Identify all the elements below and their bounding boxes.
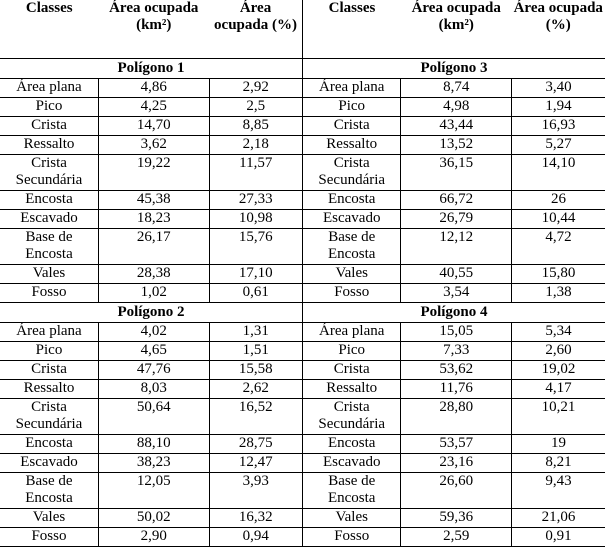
table-row [0, 79, 605, 98]
header-left-classes: Classes [25, 0, 73, 16]
section-title-right: Polígono 3 [302, 59, 605, 79]
class-cell: Encosta [302, 435, 400, 454]
class-cell: Área plana [302, 79, 400, 98]
table-row [0, 509, 605, 528]
percent-cell: 1,31 [209, 323, 302, 342]
area-cell: 47,76 [98, 361, 209, 380]
table-row [0, 399, 605, 435]
area-cell: 66,72 [401, 191, 512, 210]
class-cell: Ressalto [0, 380, 98, 399]
table-row [0, 191, 605, 210]
percent-cell: 9,43 [512, 473, 605, 509]
area-cell: 19,22 [98, 155, 209, 191]
table-row [0, 98, 605, 117]
class-cell: Ressalto [302, 380, 400, 399]
table-row [0, 323, 605, 342]
area-cell: 23,16 [401, 454, 512, 473]
class-cell: Crista [0, 117, 98, 136]
class-cell: Crista [302, 361, 400, 380]
class-cell: Base de Encosta [302, 229, 400, 265]
area-cell: 13,52 [401, 136, 512, 155]
table-row [0, 435, 605, 454]
area-cell: 40,55 [401, 265, 512, 284]
percent-cell: 15,76 [209, 229, 302, 265]
table-row [0, 473, 605, 509]
percent-cell: 16,32 [209, 509, 302, 528]
area-cell: 4,98 [401, 98, 512, 117]
area-cell: 26,17 [98, 229, 209, 265]
section-title-left: Polígono 1 [0, 59, 302, 79]
area-cell: 12,05 [98, 473, 209, 509]
header-left-pct: Área ocupada (%) [209, 0, 302, 59]
area-cell: 26,79 [401, 210, 512, 229]
class-cell: Escavado [0, 454, 98, 473]
percent-cell: 17,10 [209, 265, 302, 284]
class-cell: Pico [0, 342, 98, 361]
class-cell: Crista Secundária [302, 399, 400, 435]
percent-cell: 8,85 [209, 117, 302, 136]
class-cell: Crista Secundária [302, 155, 400, 191]
percent-cell: 28,75 [209, 435, 302, 454]
class-cell: Ressalto [0, 136, 98, 155]
area-cell: 28,80 [401, 399, 512, 435]
class-cell: Crista Secundária [0, 399, 98, 435]
area-cell: 11,76 [401, 380, 512, 399]
table-row [0, 361, 605, 380]
area-cell: 28,38 [98, 265, 209, 284]
percent-cell: 2,92 [209, 79, 302, 98]
table-row [0, 136, 605, 155]
area-cell: 4,25 [98, 98, 209, 117]
class-cell: Área plana [0, 79, 98, 98]
percent-cell: 26 [512, 191, 605, 210]
percent-cell: 3,40 [512, 79, 605, 98]
class-cell: Base de Encosta [0, 229, 98, 265]
percent-cell: 27,33 [209, 191, 302, 210]
class-cell: Vales [302, 265, 400, 284]
percent-cell: 3,93 [209, 473, 302, 509]
class-cell: Área plana [0, 323, 98, 342]
table-body [0, 59, 605, 547]
percent-cell: 2,62 [209, 380, 302, 399]
class-cell: Base de Encosta [0, 473, 98, 509]
area-cell: 2,90 [98, 528, 209, 547]
class-cell: Pico [0, 98, 98, 117]
percent-cell: 0,61 [209, 284, 302, 303]
header-right-classes: Classes [328, 0, 376, 16]
area-cell: 4,02 [98, 323, 209, 342]
percent-cell: 1,94 [512, 98, 605, 117]
table-row [0, 210, 605, 229]
class-cell: Escavado [302, 454, 400, 473]
class-cell: Pico [302, 98, 400, 117]
percent-cell: 2,18 [209, 136, 302, 155]
percent-cell: 19,02 [512, 361, 605, 380]
area-cell: 3,54 [401, 284, 512, 303]
percent-cell: 2,5 [209, 98, 302, 117]
section-header-row [0, 59, 605, 79]
class-cell: Fosso [0, 284, 98, 303]
area-cell: 36,15 [401, 155, 512, 191]
percent-cell: 15,58 [209, 361, 302, 380]
percent-cell: 5,27 [512, 136, 605, 155]
table-row [0, 380, 605, 399]
table-row [0, 342, 605, 361]
area-cell: 50,64 [98, 399, 209, 435]
percent-cell: 1,38 [512, 284, 605, 303]
section-title-right: Polígono 4 [302, 303, 605, 323]
percent-cell: 5,34 [512, 323, 605, 342]
class-cell: Base de Encosta [302, 473, 400, 509]
percent-cell: 0,94 [209, 528, 302, 547]
percent-cell: 4,17 [512, 380, 605, 399]
percent-cell: 1,51 [209, 342, 302, 361]
area-cell: 38,23 [98, 454, 209, 473]
percent-cell: 15,80 [512, 265, 605, 284]
table-row [0, 155, 605, 191]
class-cell: Vales [0, 509, 98, 528]
percent-cell: 11,57 [209, 155, 302, 191]
class-cell: Fosso [302, 528, 400, 547]
area-cell: 8,03 [98, 380, 209, 399]
area-cell: 50,02 [98, 509, 209, 528]
area-cell: 26,60 [401, 473, 512, 509]
class-cell: Área plana [302, 323, 400, 342]
percent-cell: 21,06 [512, 509, 605, 528]
class-cell: Escavado [0, 210, 98, 229]
percent-cell: 4,72 [512, 229, 605, 265]
class-cell: Fosso [0, 528, 98, 547]
class-cell: Vales [302, 509, 400, 528]
class-cell: Crista [0, 361, 98, 380]
area-cell: 18,23 [98, 210, 209, 229]
area-cell: 45,38 [98, 191, 209, 210]
area-cell: 3,62 [98, 136, 209, 155]
percent-cell: 12,47 [209, 454, 302, 473]
area-cell: 4,65 [98, 342, 209, 361]
class-cell: Crista [302, 117, 400, 136]
area-cell: 8,74 [401, 79, 512, 98]
area-cell: 43,44 [401, 117, 512, 136]
class-cell: Escavado [302, 210, 400, 229]
section-title-left: Polígono 2 [0, 303, 302, 323]
header-right-area: Área ocupada (km²) [411, 0, 501, 33]
percent-cell: 10,44 [512, 210, 605, 229]
area-cell: 53,57 [401, 435, 512, 454]
table-row [0, 117, 605, 136]
area-cell: 2,59 [401, 528, 512, 547]
area-cell: 88,10 [98, 435, 209, 454]
percent-cell: 14,10 [512, 155, 605, 191]
percent-cell: 8,21 [512, 454, 605, 473]
section-header-row [0, 303, 605, 323]
table-row [0, 528, 605, 547]
area-cell: 4,86 [98, 79, 209, 98]
class-cell: Ressalto [302, 136, 400, 155]
percent-cell: 2,60 [512, 342, 605, 361]
class-cell: Vales [0, 265, 98, 284]
percent-cell: 10,21 [512, 399, 605, 435]
header-row [0, 0, 605, 59]
class-cell: Encosta [0, 435, 98, 454]
area-cell: 7,33 [401, 342, 512, 361]
area-cell: 14,70 [98, 117, 209, 136]
percent-cell: 16,52 [209, 399, 302, 435]
area-cell: 15,05 [401, 323, 512, 342]
table-row [0, 454, 605, 473]
class-cell: Fosso [302, 284, 400, 303]
header-right-pct: Área ocupada (%) [513, 0, 603, 33]
area-cell: 59,36 [401, 509, 512, 528]
table-row [0, 284, 605, 303]
percent-cell: 19 [512, 435, 605, 454]
percent-cell: 0,91 [512, 528, 605, 547]
class-cell: Crista Secundária [0, 155, 98, 191]
percent-cell: 10,98 [209, 210, 302, 229]
table-row [0, 265, 605, 284]
class-cell: Pico [302, 342, 400, 361]
area-cell: 53,62 [401, 361, 512, 380]
percent-cell: 16,93 [512, 117, 605, 136]
class-cell: Encosta [302, 191, 400, 210]
class-cell: Encosta [0, 191, 98, 210]
table-row [0, 229, 605, 265]
area-cell: 12,12 [401, 229, 512, 265]
area-cell: 1,02 [98, 284, 209, 303]
header-left-area: Área ocupada (km²) [109, 0, 199, 33]
